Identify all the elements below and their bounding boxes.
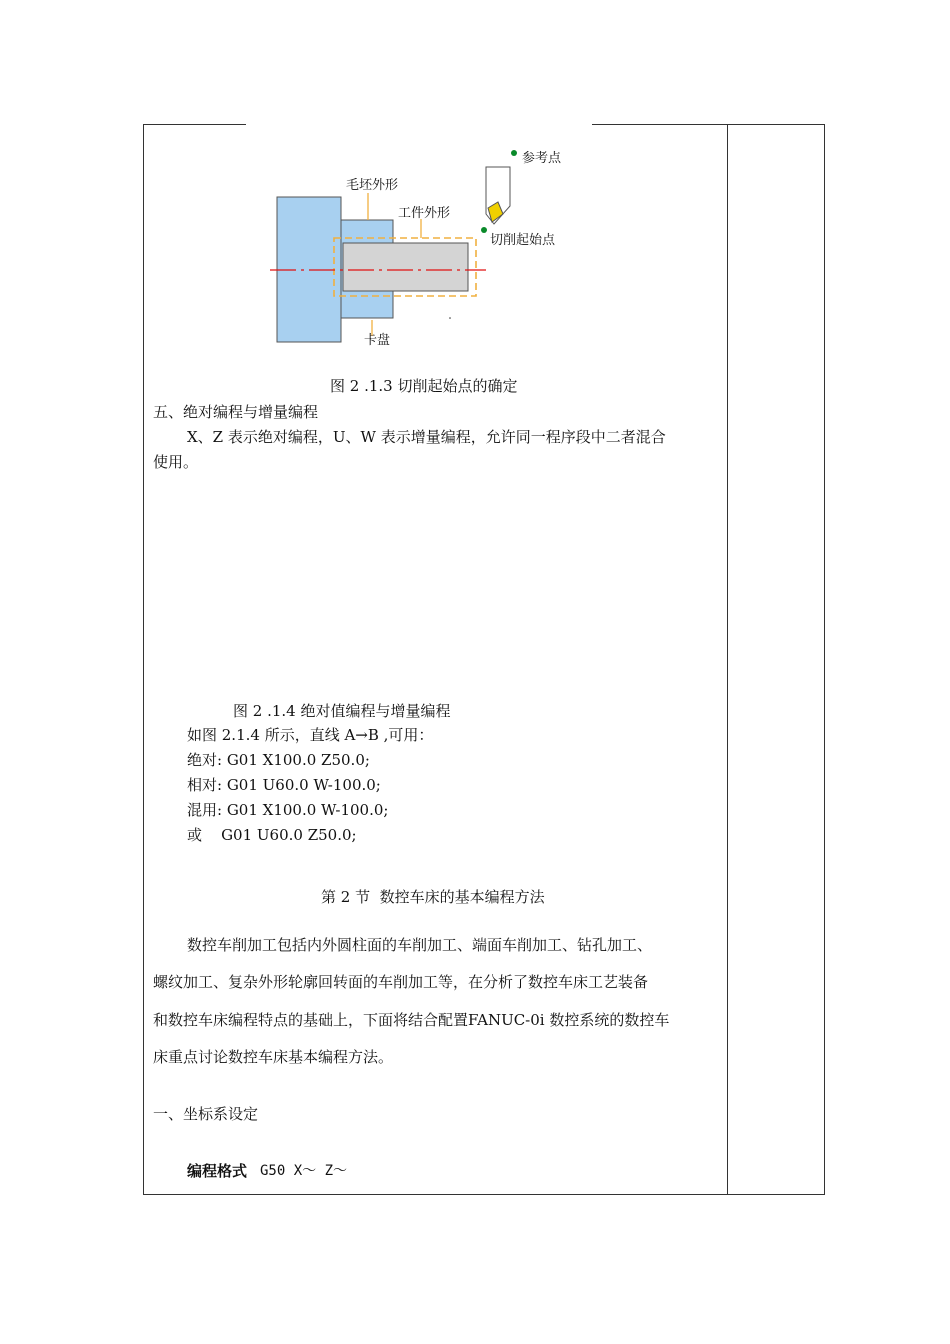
reference-point-label: 参考点 [522,151,562,166]
reference-point-marker [511,150,517,156]
format-label: 编程格式 [187,1162,248,1180]
table-column-divider [727,124,728,1195]
section-5-heading: 五、绝对编程与增量编程 [153,403,319,421]
example-relative: 相对: G01 U60.0 W-100.0; [187,776,381,794]
chapter-title: 第 2 节 数控车床的基本编程方法 [321,888,545,906]
workpiece-shape-label: 工件外形 [398,206,451,221]
workpiece-shape [343,243,468,291]
figure-2-1-3-caption: 图 2 .1.3 切削起始点的确定 [330,377,518,395]
start-point-marker [481,227,487,233]
table-border-left [143,124,144,1195]
section-1-heading: 一、坐标系设定 [153,1105,259,1123]
example-mixed: 混用: G01 X100.0 W-100.0; [187,801,389,819]
example-absolute: 绝对: G01 X100.0 Z50.0; [187,751,370,769]
table-border-right [824,124,825,1195]
chapter-paragraph-line2: 螺纹加工、复杂外形轮廓回转面的车削加工等，在分析了数控车床工艺装备 [153,973,649,991]
chuck-label: 卡盘 [364,333,391,348]
table-border-top-left [143,124,246,125]
table-border-top-right [592,124,824,125]
example-alternative: 或 G01 U60.0 Z50.0; [187,826,357,844]
table-border-bottom [143,1194,824,1195]
section-5-text-line1: X、Z 表示绝对编程，U、W 表示增量编程，允许同一程序段中二者混合 [187,428,666,446]
start-point-label: 切削起始点 [490,233,556,248]
chapter-paragraph-line4: 床重点讨论数控车床基本编程方法。 [153,1048,394,1066]
figure-2-1-4-caption: 图 2 .1.4 绝对值编程与增量编程 [233,702,451,720]
chapter-paragraph-line3: 和数控车床编程特点的基础上，下面将结合配置FANUC-0i 数控系统的数控车 [153,1011,670,1029]
dot-mark [449,317,451,319]
cutting-start-point-figure [258,140,578,355]
section-5-text-line2: 使用。 [153,453,199,471]
chapter-paragraph-line1: 数控车削加工包括内外圆柱面的车削加工、端面车削加工、钻孔加工、 [187,936,653,954]
format-code: G50 X～ Z～ [260,1163,348,1179]
example-intro: 如图 2.1.4 所示，直线 A→B ,可用： [187,726,434,744]
blank-shape-label: 毛坯外形 [346,178,399,193]
